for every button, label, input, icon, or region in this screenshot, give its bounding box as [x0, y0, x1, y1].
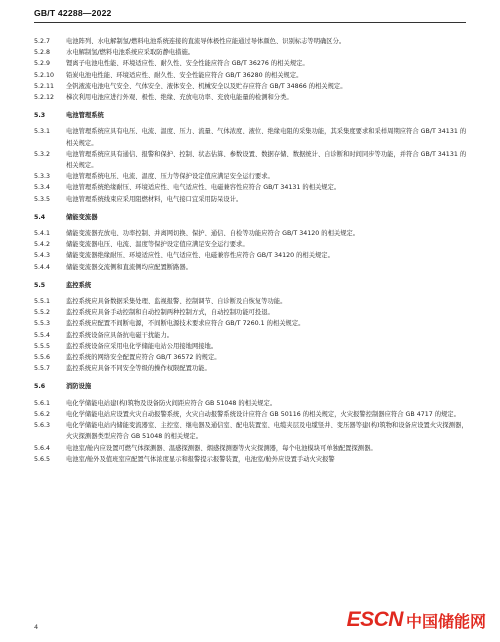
clause-number: 5.3: [34, 112, 46, 120]
clause-paragraph: [34, 58, 470, 69]
clause-number: 5.3.2: [34, 150, 51, 158]
document-body: [34, 36, 470, 465]
clause-number: 5.5.2: [34, 309, 51, 317]
clause-paragraph: [34, 126, 470, 148]
clause-paragraph: [34, 194, 470, 205]
clause-text: 监控系统应配置不间断电源，不间断电源技术要求应符合 GB/T 7260.1 的相关规定。: [66, 320, 305, 328]
clause-text: 电化学储能电站应设置火灾自动报警系统，火灾自动报警系统设计应符合 GB 50116 的相关规定，火灾报警控制器应符合 GB 4717 的规定。: [66, 410, 460, 418]
clause-text: 监控系统的网络安全配置应符合 GB/T 36572 的规定。: [66, 354, 221, 362]
section-gap: [34, 205, 470, 209]
clause-paragraph: [34, 454, 470, 465]
clause-number: 5.6.3: [34, 422, 51, 430]
clause-paragraph: [34, 420, 470, 442]
clause-text: 储能变流器电压、电流、温度等保护设定值应满足安全运行要求。: [66, 241, 249, 249]
clause-paragraph: [34, 92, 470, 103]
clause-number: 5.2.10: [34, 71, 55, 79]
clause-text: 电池阵列、水电解制氢/燃料电池系统连接的直流导体极性应能通过导体颜色、识别标志等明确区分。: [66, 38, 346, 45]
heading-text: 监控系统: [66, 281, 92, 289]
clause-number: 5.5: [34, 281, 46, 289]
clause-number: 5.2.8: [34, 49, 51, 57]
clause-number: 5.5.5: [34, 342, 51, 350]
clause-number: 5.3.1: [34, 128, 51, 136]
clause-paragraph: [34, 296, 470, 307]
header-rule: [34, 22, 466, 23]
clause-paragraph: [34, 318, 470, 329]
clause-text: 电池室/舱外及值班室应配置气体浓度显示和报警提示报警装置，电池室/舱外应设置手动火灾报警: [66, 455, 335, 463]
clause-paragraph: [34, 149, 470, 171]
clause-number: 5.4.1: [34, 230, 51, 238]
clause-paragraph: [34, 409, 470, 420]
clause-number: 5.5.4: [34, 331, 51, 339]
clause-paragraph: [34, 36, 470, 47]
clause-text: 水电解制氢/燃料电池系统应采取防静电措施。: [66, 49, 195, 57]
clause-number: 5.5.6: [34, 354, 51, 362]
clause-text: 监控系统设备应具备抗电磁干扰能力。: [66, 331, 174, 339]
clause-text: 储能变流器绝缘耐压、环境适应性、电气适应性、电磁兼容性应符合 GB/T 34120 的相关规定。: [66, 252, 334, 260]
clause-number: 5.6.1: [34, 399, 51, 407]
clause-number: 5.2.9: [34, 60, 51, 68]
clause-number: 5.3.5: [34, 195, 51, 203]
clause-text: 储能变流器交流侧和直流侧均应配置断路器。: [66, 263, 192, 271]
heading-text: 消防设施: [66, 383, 92, 391]
watermark-escn-text: ESCN: [346, 608, 403, 631]
clause-paragraph: [34, 363, 470, 374]
clause-text: 储能变流器充放电、功率控制、并离网切换、保护、通信、自检等功能应符合 GB/T 34120 的相关规定。: [66, 230, 360, 238]
clause-paragraph: [34, 250, 470, 261]
section-gap: [34, 273, 470, 277]
clause-text: 全钒液流电池电气安全、气体安全、液体安全、机械安全以及贮存应符合 GB/T 34866 的相关规定。: [66, 82, 347, 90]
clause-text: 监控系统应具备数据采集处理、监视报警、控制调节、自诊断及自恢复等功能。: [66, 298, 287, 306]
clause-paragraph: [34, 228, 470, 239]
clause-paragraph: [34, 341, 470, 352]
clause-text: 监控系统设备应采用电化学储能电站公用接地网接地。: [66, 342, 218, 350]
section-gap: [34, 374, 470, 378]
clause-number: 5.3.3: [34, 173, 51, 181]
clause-paragraph: [34, 81, 470, 92]
clause-number: 5.6.4: [34, 444, 51, 452]
clause-paragraph: [34, 182, 470, 193]
clause-number: 5.4.4: [34, 263, 51, 271]
section-heading: [34, 110, 470, 121]
standard-code: GB/T 42288—2022: [34, 8, 112, 18]
clause-text: 电池管理系统应具有电压、电流、温度、压力、流量、气体浓度、液位、绝缘电阻的采集功能，其采集度要求和采样周期应符合 GB/T 34131 的相关规定。: [66, 128, 467, 147]
clause-text: 电池管理系统绝缘耐压、环境适应性、电气适应性、电磁兼容性应符合 GB/T 34131 的相关规定。: [66, 184, 341, 192]
clause-text: 电化学储能电站建(构)筑物及设备防火间距应符合 GB 51048 的相关规定。: [66, 399, 277, 407]
clause-number: 5.6.2: [34, 410, 51, 418]
section-heading: [34, 381, 470, 392]
clause-text: 梯次利用电池应进行外观、极性、绝缘、充放电功率、充放电能量的检测和分类。: [66, 94, 293, 102]
heading-text: 电池管理系统: [66, 112, 104, 120]
clause-paragraph: [34, 262, 470, 273]
clause-text: 电池管理系统电压、电流、温度、压力等保护设定值应满足安全运行要求。: [66, 173, 274, 181]
clause-paragraph: [34, 398, 470, 409]
clause-text: 电池管理系统应具有通信、报警和保护、控制、状态估算、参数设置、数据存储、数据统计、自诊断和时间同步等功能，并符合 GB/T 34131 的相关规定。: [66, 150, 467, 170]
clause-paragraph: [34, 443, 470, 454]
clause-number: 5.5.3: [34, 320, 51, 328]
page-number: 4: [34, 623, 39, 631]
clause-text: 电池室/舱内应设置可燃气体探测器、温感探测器、烟感探测器等火灾探测器，每个电池模块可单独配置探测器。: [66, 444, 377, 452]
clause-number: 5.2.7: [34, 38, 51, 45]
clause-number: 5.2.11: [34, 82, 55, 90]
section-heading: [34, 212, 470, 223]
section-heading: [34, 280, 470, 291]
clause-number: 5.4.2: [34, 241, 51, 249]
clause-number: 5.6.5: [34, 455, 51, 463]
clause-number: 5.4.3: [34, 252, 51, 260]
clause-number: 5.5.1: [34, 298, 51, 306]
clause-number: 5.6: [34, 383, 46, 391]
clause-number: 5.2.12: [34, 94, 55, 102]
section-gap: [34, 103, 470, 107]
escn-watermark-logo: [347, 607, 486, 633]
clause-paragraph: [34, 239, 470, 250]
clause-text: 电化学储能电站内储能变流器室、主控室、继电器及通信室、配电装置室、电缆夹层及电缆竖井、变压器等建(构)筑物和设备应设置火灾探测器，火灾探测器类型应符合 GB 51048 的相关规定。: [66, 422, 468, 441]
heading-text: 储能变流器: [66, 213, 98, 221]
watermark-cn-text: 中国储能网: [405, 611, 486, 631]
clause-text: 铅炭电池电性能、环境适应性、耐久性、安全性能应符合 GB/T 36280 的相关规定。: [66, 71, 303, 79]
clause-number: 5.5.7: [34, 365, 51, 373]
clause-paragraph: [34, 307, 470, 318]
clause-text: 电池管理系统线束应采用阻燃材料，电气接口宜采用防呆设计。: [66, 195, 243, 203]
clause-paragraph: [34, 352, 470, 363]
clause-paragraph: [34, 171, 470, 182]
clause-text: 锂离子电池电性能、环境适应性、耐久性、安全性能应符合 GB/T 36276 的相关规定。: [66, 60, 309, 68]
clause-number: 5.4: [34, 213, 46, 221]
clause-paragraph: [34, 47, 470, 58]
clause-number: 5.3.4: [34, 184, 51, 192]
clause-text: 监控系统应具备手动控制和自动控制两种控制方式，自动控制功能可投退。: [66, 309, 274, 317]
clause-text: 监控系统应具备不同安全等级的操作权限配置功能。: [66, 365, 211, 373]
clause-paragraph: [34, 330, 470, 341]
clause-paragraph: [34, 70, 470, 81]
